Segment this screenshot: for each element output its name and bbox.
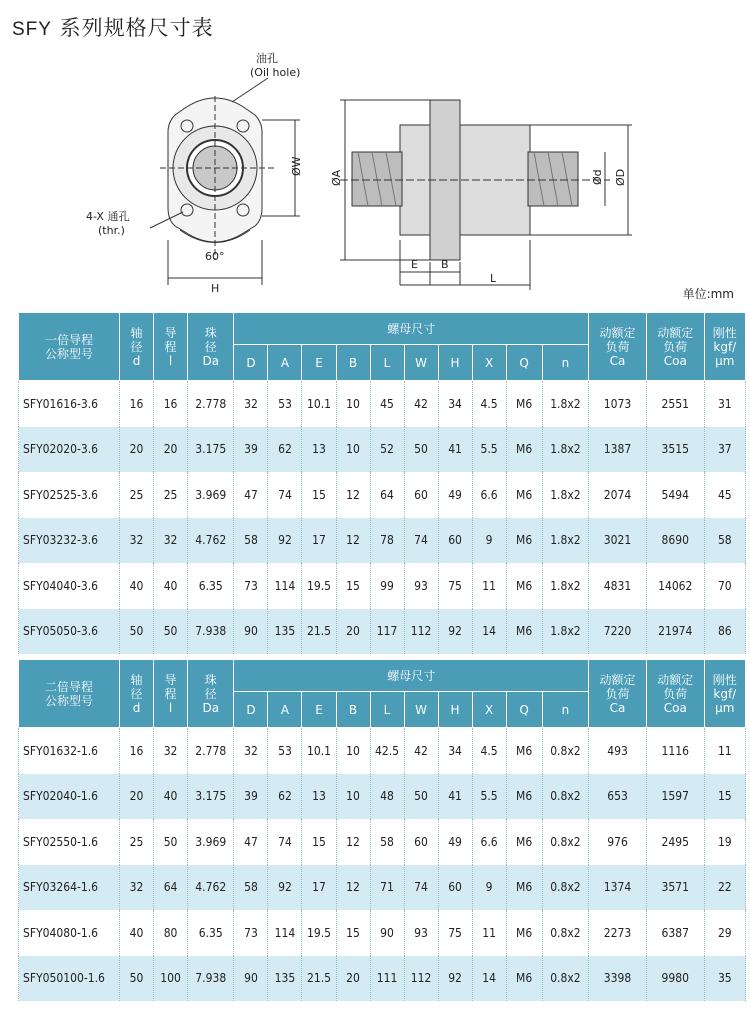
nut-dim-header-d: D: [234, 345, 268, 381]
value-cell: 32: [154, 518, 188, 564]
value-cell: 40: [120, 910, 154, 956]
value-cell: 47: [234, 819, 268, 865]
value-cell: 22: [704, 865, 745, 911]
dimension-diagram: [0, 40, 750, 300]
value-cell: 4.5: [472, 381, 506, 427]
value-cell: 32: [234, 728, 268, 774]
value-cell: 15: [302, 472, 336, 518]
dim-b-label: B: [441, 258, 449, 271]
nut-dims-header: 螺母尺寸: [234, 660, 589, 692]
value-cell: 0.8x2: [542, 728, 589, 774]
value-cell: M6: [506, 427, 542, 473]
nut-dim-header-x: X: [472, 345, 506, 381]
value-cell: 47: [234, 472, 268, 518]
value-cell: 2.778: [188, 728, 234, 774]
nut-dim-header-a: A: [268, 345, 302, 381]
value-cell: 10.1: [302, 728, 336, 774]
table-row: [19, 381, 746, 427]
value-cell: 14: [472, 609, 506, 655]
value-cell: 1.8x2: [542, 472, 589, 518]
nut-dim-header-l: L: [370, 692, 404, 728]
value-cell: 41: [438, 774, 472, 820]
value-cell: 53: [268, 728, 302, 774]
value-cell: 62: [268, 427, 302, 473]
value-cell: 10: [336, 381, 370, 427]
nut-dim-header-w: W: [404, 692, 438, 728]
value-cell: 16: [120, 728, 154, 774]
value-cell: 50: [404, 427, 438, 473]
shaft-header: 轴 径 d: [120, 660, 154, 728]
value-cell: M6: [506, 956, 542, 1002]
nut-dim-header-n: n: [542, 692, 589, 728]
value-cell: 12: [336, 865, 370, 911]
value-cell: 1.8x2: [542, 609, 589, 655]
static-load-header: 动额定 负荷 Coa: [646, 660, 704, 728]
value-cell: 5494: [646, 472, 704, 518]
value-cell: 93: [404, 563, 438, 609]
table-row: [19, 427, 746, 473]
value-cell: 40: [154, 774, 188, 820]
spec-table-single-lead: [18, 312, 746, 654]
value-cell: 117: [370, 609, 404, 655]
value-cell: 13: [302, 774, 336, 820]
value-cell: 90: [370, 910, 404, 956]
value-cell: 6387: [646, 910, 704, 956]
value-cell: M6: [506, 518, 542, 564]
value-cell: M6: [506, 472, 542, 518]
value-cell: 1.8x2: [542, 518, 589, 564]
value-cell: 41: [438, 427, 472, 473]
oil-hole-label-en: (Oil hole): [250, 66, 301, 79]
value-cell: 6.35: [188, 563, 234, 609]
value-cell: 50: [120, 956, 154, 1002]
value-cell: 32: [120, 865, 154, 911]
value-cell: 34: [438, 728, 472, 774]
value-cell: 90: [234, 609, 268, 655]
value-cell: 114: [268, 563, 302, 609]
table-row: [19, 774, 746, 820]
value-cell: 4.762: [188, 518, 234, 564]
value-cell: 37: [704, 427, 745, 473]
value-cell: 135: [268, 609, 302, 655]
table-row: [19, 910, 746, 956]
table-row: [19, 472, 746, 518]
ball-header: 珠 径 Da: [188, 660, 234, 728]
value-cell: 5.5: [472, 427, 506, 473]
nut-dim-header-e: E: [302, 345, 336, 381]
spec-table-double-lead: [18, 659, 746, 1001]
nut-dim-header-h: H: [438, 345, 472, 381]
ball-header: 珠 径 Da: [188, 313, 234, 381]
value-cell: 3398: [589, 956, 647, 1002]
value-cell: 0.8x2: [542, 910, 589, 956]
model-header: 一倍导程 公称型号: [19, 313, 120, 381]
unit-label: 单位:mm: [682, 287, 734, 301]
value-cell: 1.8x2: [542, 427, 589, 473]
thru-hole-label-cn: 4-X 通孔: [86, 210, 130, 223]
value-cell: 1.8x2: [542, 381, 589, 427]
value-cell: 62: [268, 774, 302, 820]
value-cell: M6: [506, 910, 542, 956]
value-cell: 25: [154, 472, 188, 518]
value-cell: 3571: [646, 865, 704, 911]
value-cell: 10: [336, 774, 370, 820]
value-cell: 14: [472, 956, 506, 1002]
value-cell: 49: [438, 819, 472, 865]
table-row: [19, 956, 746, 1002]
value-cell: 64: [154, 865, 188, 911]
value-cell: 40: [120, 563, 154, 609]
value-cell: 15: [336, 910, 370, 956]
value-cell: 42: [404, 728, 438, 774]
value-cell: M6: [506, 609, 542, 655]
title-prefix: SFY: [12, 19, 52, 40]
value-cell: 58: [704, 518, 745, 564]
value-cell: M6: [506, 819, 542, 865]
model-cell: SFY04040-3.6: [19, 563, 120, 609]
value-cell: 52: [370, 427, 404, 473]
rigidity-header: 刚性 kgf/ μm: [704, 313, 745, 381]
value-cell: 2.778: [188, 381, 234, 427]
value-cell: 10: [336, 427, 370, 473]
value-cell: 48: [370, 774, 404, 820]
dim-a-label: ØA: [330, 169, 343, 186]
value-cell: 0.8x2: [542, 865, 589, 911]
lead-header: 导 程 l: [154, 660, 188, 728]
page-title: [12, 12, 214, 42]
value-cell: 135: [268, 956, 302, 1002]
value-cell: 7.938: [188, 609, 234, 655]
value-cell: 0.8x2: [542, 956, 589, 1002]
value-cell: 60: [404, 472, 438, 518]
nut-dims-header: 螺母尺寸: [234, 313, 589, 345]
value-cell: 19.5: [302, 910, 336, 956]
model-cell: SFY03264-1.6: [19, 865, 120, 911]
value-cell: 111: [370, 956, 404, 1002]
value-cell: 4.5: [472, 728, 506, 774]
value-cell: 53: [268, 381, 302, 427]
value-cell: 976: [589, 819, 647, 865]
model-cell: SFY03232-3.6: [19, 518, 120, 564]
table-row: [19, 563, 746, 609]
value-cell: 93: [404, 910, 438, 956]
value-cell: 1.8x2: [542, 563, 589, 609]
angle-label: 60°: [205, 250, 225, 263]
value-cell: 112: [404, 609, 438, 655]
value-cell: 71: [370, 865, 404, 911]
value-cell: 12: [336, 472, 370, 518]
value-cell: 20: [120, 774, 154, 820]
value-cell: 13: [302, 427, 336, 473]
model-cell: SFY01632-1.6: [19, 728, 120, 774]
value-cell: 74: [404, 518, 438, 564]
dim-l-label: L: [490, 272, 497, 285]
value-cell: 15: [704, 774, 745, 820]
value-cell: 0.8x2: [542, 819, 589, 865]
nut-dim-header-x: X: [472, 692, 506, 728]
value-cell: 9: [472, 518, 506, 564]
value-cell: 493: [589, 728, 647, 774]
dim-d-small-label: Ød: [591, 169, 604, 185]
rigidity-header: 刚性 kgf/ μm: [704, 660, 745, 728]
value-cell: 6.6: [472, 472, 506, 518]
value-cell: 86: [704, 609, 745, 655]
nut-dim-header-h: H: [438, 692, 472, 728]
value-cell: 12: [336, 518, 370, 564]
value-cell: 17: [302, 865, 336, 911]
nut-dim-header-w: W: [404, 345, 438, 381]
lead-header: 导 程 l: [154, 313, 188, 381]
value-cell: 50: [154, 609, 188, 655]
value-cell: 2074: [589, 472, 647, 518]
value-cell: 3021: [589, 518, 647, 564]
value-cell: 653: [589, 774, 647, 820]
model-cell: SFY02040-1.6: [19, 774, 120, 820]
nut-dim-header-e: E: [302, 692, 336, 728]
value-cell: 7220: [589, 609, 647, 655]
value-cell: 1597: [646, 774, 704, 820]
table-row: [19, 609, 746, 655]
value-cell: 60: [438, 518, 472, 564]
model-cell: SFY02020-3.6: [19, 427, 120, 473]
model-header: 二倍导程 公称型号: [19, 660, 120, 728]
value-cell: 2551: [646, 381, 704, 427]
value-cell: 99: [370, 563, 404, 609]
value-cell: 4.762: [188, 865, 234, 911]
value-cell: 2495: [646, 819, 704, 865]
value-cell: 8690: [646, 518, 704, 564]
value-cell: 9: [472, 865, 506, 911]
value-cell: 17: [302, 518, 336, 564]
value-cell: 92: [268, 865, 302, 911]
value-cell: 21.5: [302, 956, 336, 1002]
value-cell: 7.938: [188, 956, 234, 1002]
value-cell: 25: [120, 472, 154, 518]
value-cell: 0.8x2: [542, 774, 589, 820]
nut-dim-header-a: A: [268, 692, 302, 728]
value-cell: 10: [336, 728, 370, 774]
value-cell: 58: [370, 819, 404, 865]
value-cell: 3.969: [188, 819, 234, 865]
dynamic-load-header: 动额定 负荷 Ca: [589, 313, 647, 381]
value-cell: 1116: [646, 728, 704, 774]
value-cell: 21.5: [302, 609, 336, 655]
value-cell: M6: [506, 563, 542, 609]
value-cell: 3515: [646, 427, 704, 473]
value-cell: 12: [336, 819, 370, 865]
value-cell: 3.969: [188, 472, 234, 518]
nut-dim-header-n: n: [542, 345, 589, 381]
value-cell: M6: [506, 728, 542, 774]
value-cell: 31: [704, 381, 745, 427]
value-cell: 73: [234, 910, 268, 956]
value-cell: 20: [336, 956, 370, 1002]
table-row: [19, 728, 746, 774]
value-cell: 50: [120, 609, 154, 655]
nut-dim-header-l: L: [370, 345, 404, 381]
dim-h-label: H: [211, 282, 220, 295]
value-cell: 39: [234, 774, 268, 820]
value-cell: 29: [704, 910, 745, 956]
value-cell: 64: [370, 472, 404, 518]
value-cell: 6.6: [472, 819, 506, 865]
value-cell: 90: [234, 956, 268, 1002]
value-cell: 34: [438, 381, 472, 427]
nut-dim-header-q: Q: [506, 692, 542, 728]
value-cell: 15: [336, 563, 370, 609]
value-cell: 50: [404, 774, 438, 820]
table-row: [19, 865, 746, 911]
value-cell: 74: [268, 472, 302, 518]
dynamic-load-header: 动额定 负荷 Ca: [589, 660, 647, 728]
value-cell: M6: [506, 865, 542, 911]
value-cell: 42: [404, 381, 438, 427]
model-cell: SFY04080-1.6: [19, 910, 120, 956]
value-cell: 35: [704, 956, 745, 1002]
value-cell: 114: [268, 910, 302, 956]
value-cell: 50: [154, 819, 188, 865]
value-cell: 21974: [646, 609, 704, 655]
value-cell: 20: [336, 609, 370, 655]
value-cell: 74: [404, 865, 438, 911]
model-cell: SFY01616-3.6: [19, 381, 120, 427]
value-cell: 20: [154, 427, 188, 473]
value-cell: 92: [268, 518, 302, 564]
value-cell: 5.5: [472, 774, 506, 820]
value-cell: 40: [154, 563, 188, 609]
value-cell: 39: [234, 427, 268, 473]
value-cell: 32: [120, 518, 154, 564]
oil-hole-label-cn: 油孔: [256, 52, 278, 65]
nut-dim-header-b: B: [336, 692, 370, 728]
title-rest: 系列规格尺寸表: [51, 16, 214, 40]
static-load-header: 动额定 负荷 Coa: [646, 313, 704, 381]
model-cell: SFY02525-3.6: [19, 472, 120, 518]
value-cell: 19.5: [302, 563, 336, 609]
value-cell: 1374: [589, 865, 647, 911]
value-cell: 19: [704, 819, 745, 865]
value-cell: 10.1: [302, 381, 336, 427]
nut-dim-header-d: D: [234, 692, 268, 728]
value-cell: 70: [704, 563, 745, 609]
value-cell: 32: [154, 728, 188, 774]
shaft-header: 轴 径 d: [120, 313, 154, 381]
dim-w-label: ØW: [290, 156, 303, 176]
value-cell: M6: [506, 774, 542, 820]
value-cell: 100: [154, 956, 188, 1002]
value-cell: 6.35: [188, 910, 234, 956]
nut-dim-header-q: Q: [506, 345, 542, 381]
value-cell: 3.175: [188, 427, 234, 473]
value-cell: 42.5: [370, 728, 404, 774]
value-cell: 73: [234, 563, 268, 609]
value-cell: 1387: [589, 427, 647, 473]
model-cell: SFY050100-1.6: [19, 956, 120, 1002]
value-cell: 80: [154, 910, 188, 956]
value-cell: 112: [404, 956, 438, 1002]
dim-d-large-label: ØD: [614, 168, 627, 186]
value-cell: 49: [438, 472, 472, 518]
value-cell: 58: [234, 518, 268, 564]
value-cell: 3.175: [188, 774, 234, 820]
value-cell: M6: [506, 381, 542, 427]
value-cell: 1073: [589, 381, 647, 427]
value-cell: 92: [438, 956, 472, 1002]
value-cell: 60: [404, 819, 438, 865]
value-cell: 75: [438, 910, 472, 956]
table-row: [19, 518, 746, 564]
value-cell: 11: [704, 728, 745, 774]
value-cell: 16: [154, 381, 188, 427]
value-cell: 45: [370, 381, 404, 427]
value-cell: 58: [234, 865, 268, 911]
value-cell: 78: [370, 518, 404, 564]
dim-e-label: E: [411, 258, 418, 271]
value-cell: 75: [438, 563, 472, 609]
nut-dim-header-b: B: [336, 345, 370, 381]
value-cell: 16: [120, 381, 154, 427]
table-row: [19, 819, 746, 865]
value-cell: 32: [234, 381, 268, 427]
model-cell: SFY02550-1.6: [19, 819, 120, 865]
value-cell: 92: [438, 609, 472, 655]
value-cell: 60: [438, 865, 472, 911]
value-cell: 20: [120, 427, 154, 473]
value-cell: 11: [472, 563, 506, 609]
value-cell: 45: [704, 472, 745, 518]
value-cell: 25: [120, 819, 154, 865]
model-cell: SFY05050-3.6: [19, 609, 120, 655]
value-cell: 11: [472, 910, 506, 956]
value-cell: 9980: [646, 956, 704, 1002]
value-cell: 15: [302, 819, 336, 865]
thru-hole-label-en: (thr.): [98, 224, 125, 237]
value-cell: 14062: [646, 563, 704, 609]
value-cell: 2273: [589, 910, 647, 956]
value-cell: 74: [268, 819, 302, 865]
value-cell: 4831: [589, 563, 647, 609]
